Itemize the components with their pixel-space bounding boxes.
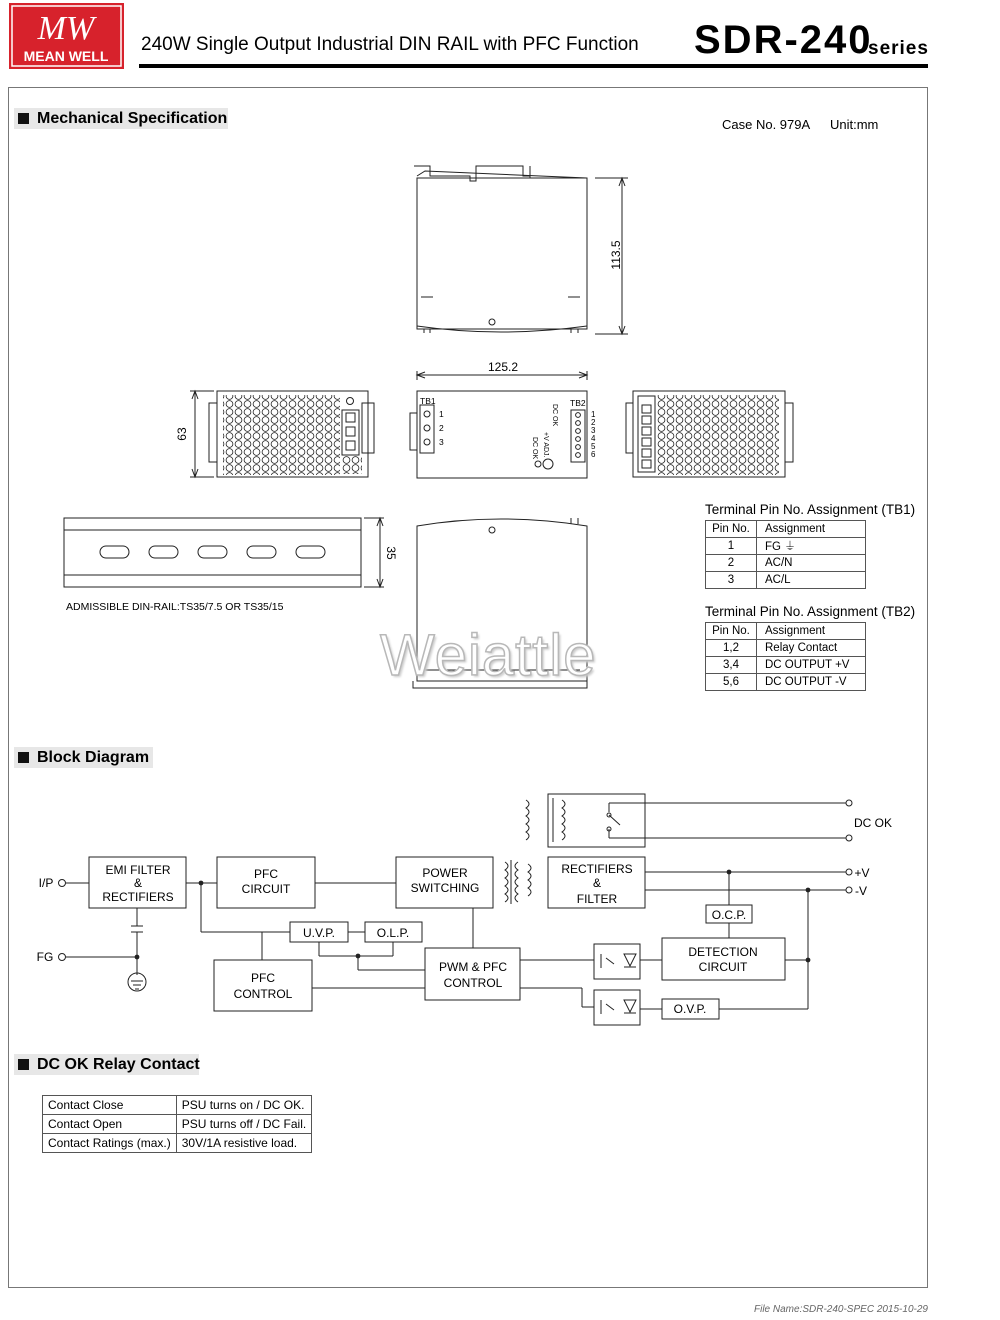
tb2-table-title: Terminal Pin No. Assignment (TB2)	[705, 604, 916, 619]
tb1-label: TB1	[420, 396, 436, 406]
section-title: Mechanical Specification	[37, 109, 228, 127]
table-cell: 3	[706, 572, 757, 589]
pfc-control-label: CONTROL	[233, 987, 293, 1001]
fg-label: FG	[36, 950, 54, 964]
section-title: Block Diagram	[37, 748, 150, 766]
watermark: Weiattle	[380, 623, 597, 688]
file-name-footer: File Name:SDR-240-SPEC 2015-10-29	[754, 1304, 928, 1315]
section-title: DC OK Relay Contact	[37, 1055, 200, 1073]
table-header-cell: Assignment	[757, 623, 866, 640]
tb1-pin-label: 2	[439, 423, 444, 433]
detection-circuit-label: CIRCUIT	[698, 960, 748, 974]
table-cell: Contact Open	[43, 1115, 177, 1134]
table-cell	[757, 538, 866, 555]
power-switching-label: POWER	[422, 866, 468, 880]
tb1-pin-label: 1	[439, 409, 444, 419]
tb1-table-title: Terminal Pin No. Assignment (TB1)	[705, 502, 916, 517]
dc-ok-output-label: DC OK	[853, 816, 893, 830]
pfc-circuit-label: CIRCUIT	[241, 882, 291, 896]
front-view-drawing	[414, 166, 628, 334]
terminal-view-drawing	[410, 391, 587, 478]
svg-text:MEAN WELL: MEAN WELL	[23, 48, 109, 64]
dimension-width: 125.2	[487, 360, 519, 374]
table-cell: 1	[706, 538, 757, 555]
pwm-control-label: CONTROL	[443, 976, 503, 990]
pwm-control-label: PWM & PFC	[439, 960, 507, 974]
emi-filter-label: EMI FILTER	[105, 863, 171, 877]
tb2-pin-label: 3	[591, 426, 596, 435]
led-label-rotated: DC OK	[551, 404, 558, 427]
unit-label: Unit:mm	[830, 117, 879, 132]
ground-symbol-icon: ⏚	[784, 541, 796, 553]
pfc-circuit-label: PFC	[254, 867, 278, 881]
emi-filter-label: RECTIFIERS	[102, 890, 174, 904]
adj-label: +V ADJ.	[542, 432, 549, 458]
table-header-cell: Assignment	[757, 521, 866, 538]
table-cell: 1,2	[706, 640, 757, 657]
detection-circuit-label: DETECTION	[688, 945, 758, 959]
right-side-view-drawing	[626, 391, 793, 477]
svg-text:MW: MW	[37, 10, 95, 47]
ip-label: I/P	[38, 876, 54, 890]
dimension-rail: 35	[384, 546, 398, 560]
din-rail-note: ADMISSIBLE DIN-RAIL:TS35/7.5 OR TS35/15	[66, 601, 284, 613]
tb2-pin-label: 2	[591, 418, 596, 427]
tb2-pin-table	[705, 622, 866, 691]
table-cell: 2	[706, 555, 757, 572]
tb2-pin-label: 5	[591, 442, 596, 451]
v-plus-label: +V	[854, 866, 870, 880]
emi-filter-label: &	[133, 876, 143, 890]
section-heading-block-diagram	[14, 747, 153, 768]
table-cell: 5,6	[706, 674, 757, 691]
table-row	[706, 538, 866, 555]
section-heading-relay	[14, 1054, 199, 1075]
led-label-small: DC OK	[531, 437, 538, 460]
tb2-pin-label: 6	[591, 450, 596, 459]
model-title: SDR-240	[694, 18, 873, 62]
table-row	[43, 1134, 312, 1153]
rectifiers-label: &	[592, 876, 602, 890]
ocp-label: O.C.P.	[711, 908, 747, 922]
table-cell: PSU turns off / DC Fail.	[176, 1115, 311, 1134]
table-cell: PSU turns on / DC OK.	[176, 1096, 311, 1115]
table-header-row	[706, 521, 866, 538]
table-header-row	[706, 623, 866, 640]
relay-contact-table	[42, 1095, 312, 1153]
square-bullet-icon	[18, 1059, 29, 1070]
table-cell: DC OUTPUT +V	[757, 657, 866, 674]
table-row	[706, 572, 866, 589]
dimension-depth: 63	[175, 427, 189, 441]
table-cell: 30V/1A resistive load.	[176, 1134, 311, 1153]
square-bullet-icon	[18, 752, 29, 763]
rectifiers-label: FILTER	[576, 892, 618, 906]
table-cell-text: FG	[765, 541, 781, 553]
dimension-height: 113.5	[609, 240, 623, 270]
table-row	[43, 1096, 312, 1115]
ovp-label: O.V.P.	[673, 1002, 707, 1016]
table-header-cell: Pin No.	[706, 623, 757, 640]
table-row	[706, 674, 866, 691]
tb2-pin-label: 1	[591, 410, 596, 419]
tb1-pin-table	[705, 520, 866, 589]
tb2-label: TB2	[570, 398, 586, 408]
table-cell: DC OUTPUT -V	[757, 674, 866, 691]
table-cell: AC/L	[757, 572, 866, 589]
table-cell: Contact Close	[43, 1096, 177, 1115]
page-subtitle: 240W Single Output Industrial DIN RAIL with PFC Function	[141, 34, 639, 55]
rectifiers-label: RECTIFIERS	[561, 862, 633, 876]
pfc-control-label: PFC	[251, 971, 275, 985]
left-side-view-drawing	[190, 391, 374, 477]
table-cell: Contact Ratings (max.)	[43, 1134, 177, 1153]
block-labels	[37, 816, 892, 1016]
table-row	[706, 555, 866, 572]
din-rail-drawing	[64, 518, 384, 587]
v-minus-label: -V	[855, 884, 867, 898]
table-cell: AC/N	[757, 555, 866, 572]
table-header-cell: Pin No.	[706, 521, 757, 538]
tb2-pin-label: 4	[591, 434, 596, 443]
olp-label: O.L.P.	[376, 926, 410, 940]
table-cell: Relay Contact	[757, 640, 866, 657]
case-number: Case No. 979A	[722, 117, 811, 132]
table-cell: 3,4	[706, 657, 757, 674]
table-row	[706, 657, 866, 674]
table-row	[706, 640, 866, 657]
model-suffix: series	[868, 38, 929, 59]
table-row	[43, 1115, 312, 1134]
power-switching-label: SWITCHING	[410, 881, 480, 895]
uvp-label: U.V.P.	[302, 926, 336, 940]
tb1-pin-label: 3	[439, 437, 444, 447]
